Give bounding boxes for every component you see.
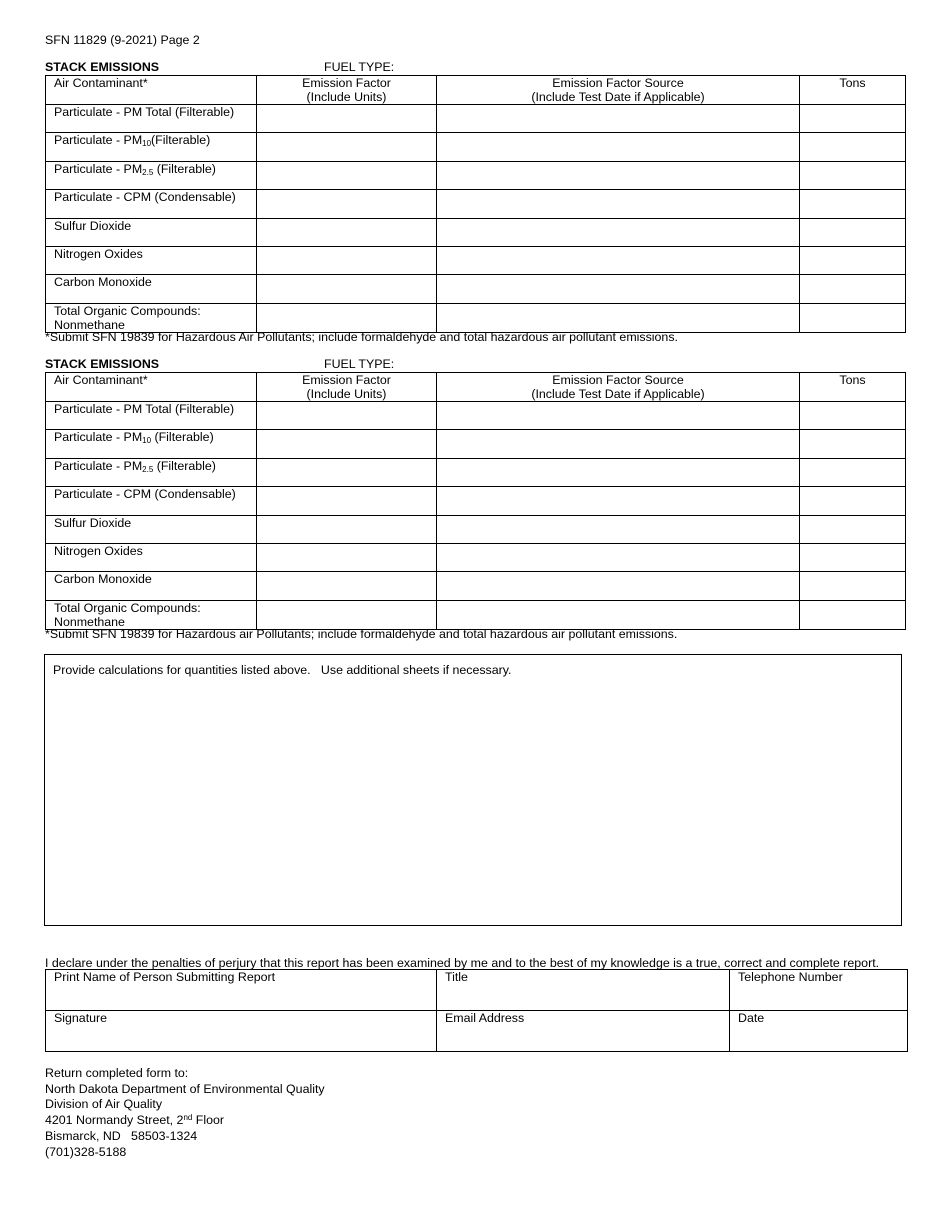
col-source-line1: Emission Factor Source <box>552 76 684 90</box>
contaminant-toc-nonmethane <box>46 303 257 332</box>
pm25-label: Particulate - PM <box>54 161 143 176</box>
table-header-row <box>46 76 906 105</box>
contaminant-pm25 <box>46 458 257 486</box>
email-field[interactable] <box>437 1011 730 1052</box>
title-label: Title <box>445 970 468 984</box>
table-row <box>46 970 908 1011</box>
tons-cell[interactable] <box>800 303 906 332</box>
emission-factor-cell[interactable] <box>257 303 437 332</box>
contaminant-toc-nonmethane <box>46 600 257 629</box>
emission-factor-cell[interactable] <box>257 487 437 515</box>
pm25-suffix: (Filterable) <box>153 161 216 176</box>
signature-table <box>45 969 908 1052</box>
return-line-2: North Dakota Department of Environmental Quality <box>45 1081 325 1096</box>
table-row <box>46 600 906 629</box>
table-row <box>46 515 906 543</box>
pm25-suffix: (Filterable) <box>153 458 216 473</box>
table-row <box>46 430 906 458</box>
date-label: Date <box>738 1011 765 1025</box>
col-emission-factor <box>257 76 437 105</box>
tons-cell[interactable] <box>800 458 906 486</box>
pm10-label: Particulate - PM <box>54 133 143 148</box>
table-row <box>46 543 906 571</box>
emission-factor-cell[interactable] <box>257 246 437 274</box>
pm10-subscript: 10 <box>142 139 152 149</box>
factor-source-cell[interactable] <box>437 402 800 430</box>
section-2-footnote: *Submit SFN 19839 for Hazardous air Pollutants; include formaldehyde and total hazardous air pollutant emissions. <box>45 627 678 641</box>
signature-field[interactable] <box>46 1011 437 1052</box>
factor-source-cell[interactable] <box>437 190 800 218</box>
factor-source-cell[interactable] <box>437 133 800 161</box>
emission-factor-cell[interactable] <box>257 105 437 133</box>
contaminant-pm-total: Particulate - PM Total (Filterable) <box>46 105 257 133</box>
tons-cell[interactable] <box>800 572 906 600</box>
col-air-contaminant: Air Contaminant* <box>46 76 257 105</box>
tons-cell[interactable] <box>800 218 906 246</box>
emission-factor-cell[interactable] <box>257 275 437 303</box>
return-line-5: Bismarck, ND 58503-1324 <box>45 1129 198 1143</box>
table-row <box>46 105 906 133</box>
table-row <box>46 303 906 332</box>
emission-factor-cell[interactable] <box>257 543 437 571</box>
tons-cell[interactable] <box>800 487 906 515</box>
col-emission-factor-line2: (Include Units) <box>306 387 387 401</box>
factor-source-cell[interactable] <box>437 572 800 600</box>
pm25-subscript: 2.5 <box>142 167 154 177</box>
stack-emissions-table-1 <box>45 75 906 333</box>
email-label: Email Address <box>445 1011 525 1025</box>
contaminant-cpm: Particulate - CPM (Condensable) <box>46 487 257 515</box>
street-address: 4201 Normandy Street, 2 <box>45 1112 184 1127</box>
pm10-suffix: (Filterable) <box>151 430 214 445</box>
emission-factor-cell[interactable] <box>257 600 437 629</box>
emission-factor-cell[interactable] <box>257 515 437 543</box>
table-row <box>46 402 906 430</box>
declaration-text: I declare under the penalties of perjury that this report has been examined by me and to the best of my knowledge is a true, correct and complete report. <box>45 956 880 970</box>
factor-source-cell[interactable] <box>437 600 800 629</box>
section-1-title: STACK EMISSIONS <box>45 60 160 74</box>
section-1-footnote: *Submit SFN 19839 for Hazardous Air Pollutants; include formaldehyde and total hazardous air pollutant emissions. <box>45 330 678 344</box>
contaminant-pm25 <box>46 161 257 189</box>
tons-cell[interactable] <box>800 190 906 218</box>
col-emission-factor <box>257 373 437 402</box>
tons-cell[interactable] <box>800 402 906 430</box>
emission-factor-cell[interactable] <box>257 190 437 218</box>
calculations-box[interactable] <box>44 654 902 926</box>
factor-source-cell[interactable] <box>437 246 800 274</box>
tons-cell[interactable] <box>800 430 906 458</box>
table-row <box>46 572 906 600</box>
emission-factor-cell[interactable] <box>257 161 437 189</box>
col-tons: Tons <box>800 76 906 105</box>
toc-line1: Total Organic Compounds: <box>54 303 201 318</box>
table-header-row <box>46 373 906 402</box>
col-emission-factor-line2: (Include Units) <box>306 90 387 104</box>
table-row <box>46 246 906 274</box>
tons-cell[interactable] <box>800 105 906 133</box>
factor-source-cell[interactable] <box>437 487 800 515</box>
section-2-title: STACK EMISSIONS <box>45 357 160 371</box>
toc-line1: Total Organic Compounds: <box>54 600 201 615</box>
signature-label: Signature <box>54 1011 108 1025</box>
return-address <box>45 1066 325 1160</box>
col-source-line1: Emission Factor Source <box>552 373 684 387</box>
print-name-field[interactable] <box>46 970 437 1011</box>
table-row <box>46 1011 908 1052</box>
contaminant-pm-total: Particulate - PM Total (Filterable) <box>46 402 257 430</box>
table-row <box>46 161 906 189</box>
table-row <box>46 487 906 515</box>
table-row <box>46 133 906 161</box>
telephone-field[interactable] <box>730 970 908 1011</box>
contaminant-nitrogen-oxides: Nitrogen Oxides <box>46 543 257 571</box>
col-emission-factor-source <box>437 76 800 105</box>
form-id: SFN 11829 (9-2021) Page 2 <box>45 33 200 47</box>
factor-source-cell[interactable] <box>437 275 800 303</box>
col-source-line2: (Include Test Date if Applicable) <box>531 387 705 401</box>
contaminant-nitrogen-oxides: Nitrogen Oxides <box>46 246 257 274</box>
tons-cell[interactable] <box>800 133 906 161</box>
pm25-label: Particulate - PM <box>54 458 143 473</box>
contaminant-pm10 <box>46 133 257 161</box>
emission-factor-cell[interactable] <box>257 572 437 600</box>
factor-source-cell[interactable] <box>437 543 800 571</box>
tons-cell[interactable] <box>800 600 906 629</box>
floor-suffix: Floor <box>192 1112 225 1127</box>
pm10-suffix: (Filterable) <box>151 133 211 148</box>
title-field[interactable] <box>437 970 730 1011</box>
toc-line2: Nonmethane <box>54 317 125 332</box>
tons-cell[interactable] <box>800 275 906 303</box>
tons-cell[interactable] <box>800 515 906 543</box>
return-line-4 <box>45 1113 325 1130</box>
pm10-subscript: 10 <box>142 436 152 446</box>
return-line-6: (701)328-5188 <box>45 1144 127 1159</box>
section-1-fuel-type-label: FUEL TYPE: <box>324 60 395 74</box>
print-name-label: Print Name of Person Submitting Report <box>54 970 276 984</box>
table-row <box>46 458 906 486</box>
toc-line2: Nonmethane <box>54 614 125 629</box>
col-tons: Tons <box>800 373 906 402</box>
table-row <box>46 190 906 218</box>
tons-cell[interactable] <box>800 161 906 189</box>
factor-source-cell[interactable] <box>437 430 800 458</box>
factor-source-cell[interactable] <box>437 161 800 189</box>
factor-source-cell[interactable] <box>437 458 800 486</box>
col-emission-factor-line1: Emission Factor <box>302 76 391 90</box>
pm10-label: Particulate - PM <box>54 430 143 445</box>
stack-emissions-table-2 <box>45 372 906 630</box>
contaminant-sulfur-dioxide: Sulfur Dioxide <box>46 515 257 543</box>
contaminant-cpm: Particulate - CPM (Condensable) <box>46 190 257 218</box>
emission-factor-cell[interactable] <box>257 133 437 161</box>
contaminant-carbon-monoxide: Carbon Monoxide <box>46 572 257 600</box>
calculations-prompt: Provide calculations for quantities listed above. Use additional sheets if necessary. <box>53 663 512 677</box>
tons-cell[interactable] <box>800 246 906 274</box>
pm25-subscript: 2.5 <box>142 464 154 474</box>
factor-source-cell[interactable] <box>437 218 800 246</box>
return-line-3: Division of Air Quality <box>45 1097 163 1111</box>
factor-source-cell[interactable] <box>437 105 800 133</box>
emission-factor-cell[interactable] <box>257 430 437 458</box>
telephone-label: Telephone Number <box>738 970 843 984</box>
emission-factor-cell[interactable] <box>257 402 437 430</box>
factor-source-cell[interactable] <box>437 515 800 543</box>
emission-factor-cell[interactable] <box>257 458 437 486</box>
col-air-contaminant: Air Contaminant* <box>46 373 257 402</box>
contaminant-pm10 <box>46 430 257 458</box>
return-line-1: Return completed form to: <box>45 1066 189 1080</box>
col-emission-factor-source <box>437 373 800 402</box>
date-field[interactable] <box>730 1011 908 1052</box>
col-source-line2: (Include Test Date if Applicable) <box>531 90 705 104</box>
factor-source-cell[interactable] <box>437 303 800 332</box>
emission-factor-cell[interactable] <box>257 218 437 246</box>
contaminant-sulfur-dioxide: Sulfur Dioxide <box>46 218 257 246</box>
section-2-fuel-type-label: FUEL TYPE: <box>324 357 395 371</box>
col-emission-factor-line1: Emission Factor <box>302 373 391 387</box>
floor-superscript: nd <box>183 1112 193 1122</box>
contaminant-carbon-monoxide: Carbon Monoxide <box>46 275 257 303</box>
tons-cell[interactable] <box>800 543 906 571</box>
table-row <box>46 275 906 303</box>
table-row <box>46 218 906 246</box>
